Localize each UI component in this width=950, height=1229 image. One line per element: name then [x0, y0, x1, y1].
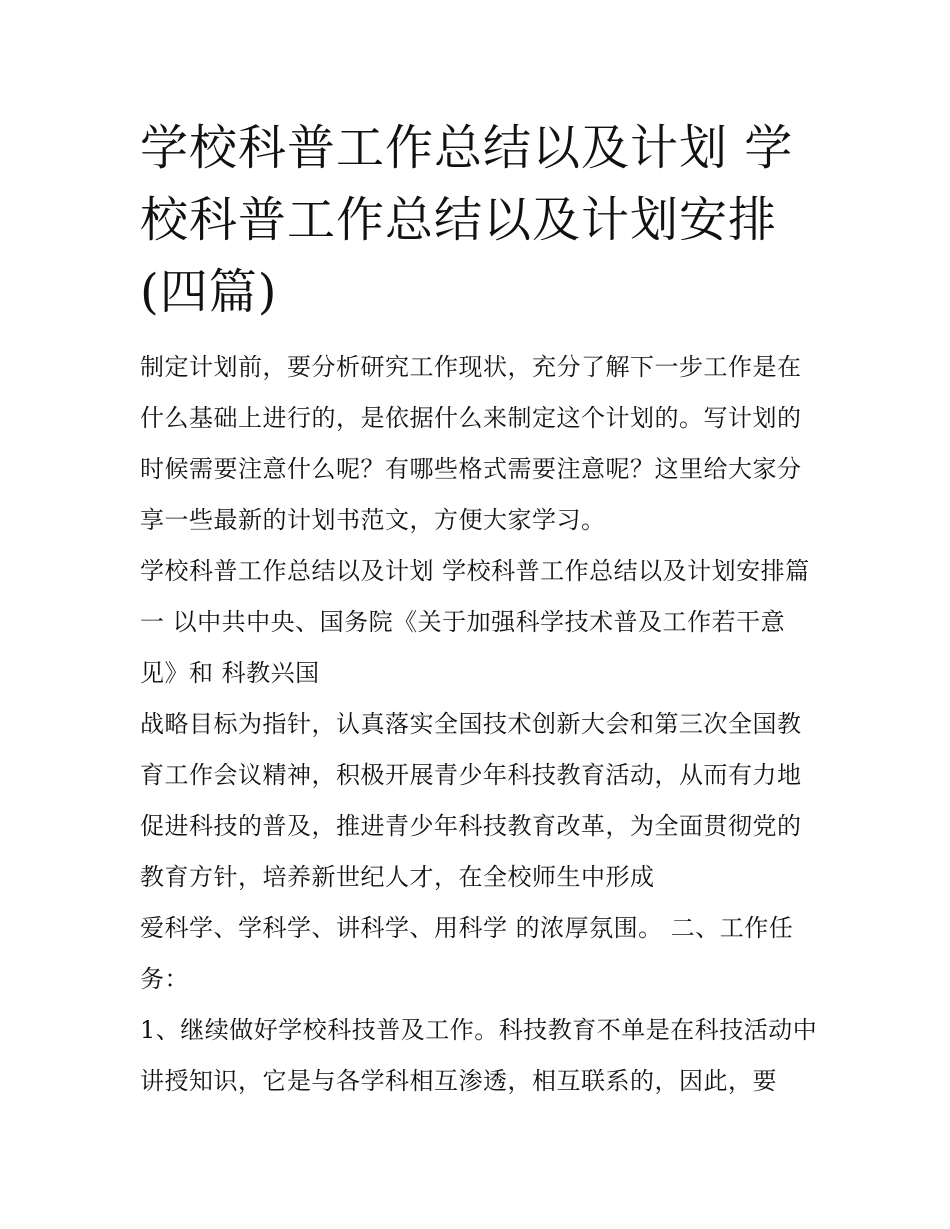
document-title: 学校科普工作总结以及计划 学校科普工作总结以及计划安排(四篇)	[140, 120, 794, 320]
body-paragraph: 战略目标为指针，认真落实全国技术创新大会和第三次全国教育工作会议精神，积极开展青少年科技教育活动，从而有力地促进科技的普及，推进青少年科技教育改革，为全面贯彻党的教育方针，培养新世纪人才，在全校师生中形成	[140, 710, 802, 891]
task-heading-paragraph: 爱科学、学科学、讲科学、用科学 的浓厚氛围。 二、工作任务：	[140, 914, 794, 993]
task-item-paragraph: 1、继续做好学校科技普及工作。科技教育不单是在科技活动中讲授知识，它是与各学科相互渗透，相互联系的，因此，要	[140, 1016, 818, 1095]
section-heading-paragraph: 学校科普工作总结以及计划 学校科普工作总结以及计划安排篇一 以中共中央、国务院《关于加强科学技术普及工作若干意见》和 科教兴国	[140, 557, 810, 687]
intro-paragraph: 制定计划前，要分析研究工作现状，充分了解下一步工作是在什么基础上进行的，是依据什么来制定这个计划的。写计划的时候需要注意什么呢？有哪些格式需要注意呢？这里给大家分享一些最新的计划书范文，方便大家学习。	[140, 353, 802, 534]
document-page	[140, 112, 820, 1107]
